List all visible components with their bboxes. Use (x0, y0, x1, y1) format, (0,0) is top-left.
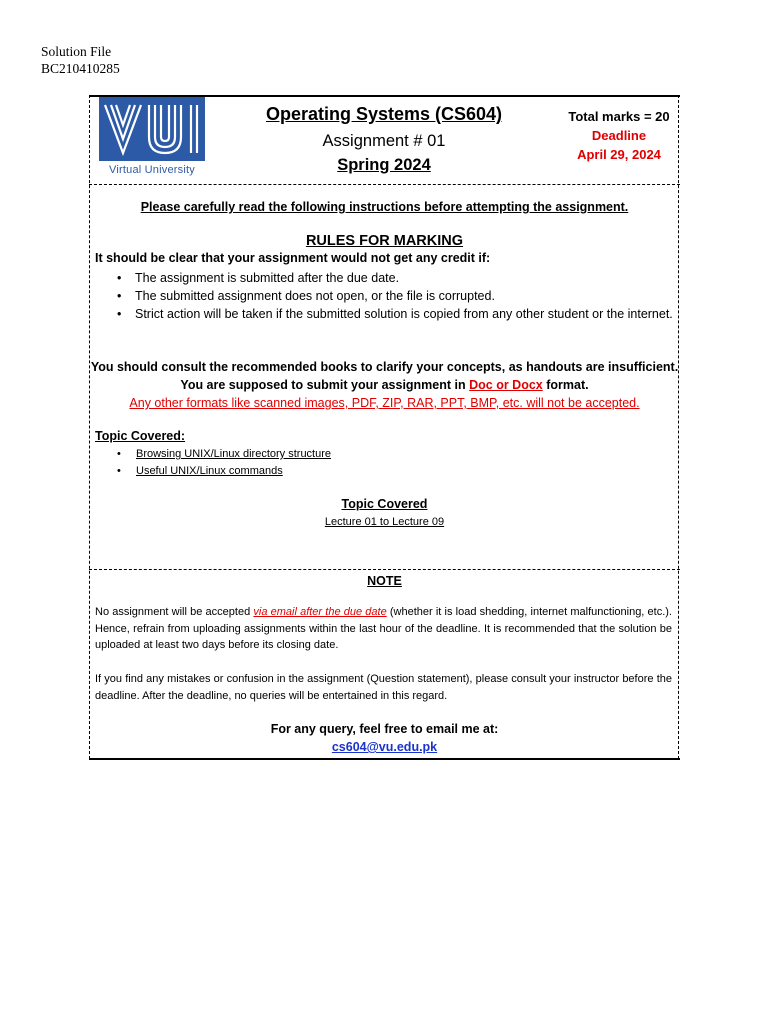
sheet-bottom-border (89, 758, 680, 760)
topics-heading: Topic Covered: (95, 429, 186, 443)
note-divider (89, 569, 680, 570)
topic-text: Useful UNIX/Linux commands (136, 465, 283, 477)
rules-heading: RULES FOR MARKING (305, 233, 464, 249)
assignment-sheet (89, 95, 680, 759)
note-paragraph-1 (95, 604, 672, 654)
bullet-icon: • (117, 289, 122, 303)
submit-format: Doc or Docx (469, 378, 543, 392)
email-link[interactable]: cs604@vu.edu.pk (331, 740, 438, 754)
list-item (95, 287, 673, 305)
vu-logo-mark (99, 97, 205, 161)
vu-logo-icon (99, 97, 205, 161)
vu-logo-caption: Virtual University (109, 164, 195, 176)
assignment-number: Assignment # 01 (322, 132, 446, 150)
note-paragraph-2: If you find any mistakes or confusion in the assignment (Question statement), please consult your instructor before the deadline. After the deadline, no queries will be entertained in this regard. (95, 673, 672, 702)
bullet-icon: • (117, 307, 122, 321)
consult-notice: You should consult the recommended books to clarify your concepts, as handouts are insufficient. (90, 360, 679, 374)
vu-logo (97, 97, 207, 177)
topic-text: Browsing UNIX/Linux directory structure (136, 448, 332, 460)
rule-text: The submitted assignment does not open, or the file is corrupted. (135, 289, 495, 303)
deadline-label: Deadline (591, 128, 647, 143)
topics-heading-2: Topic Covered (341, 497, 428, 511)
submit-format-notice (89, 378, 680, 392)
bullet-icon: • (117, 448, 121, 460)
course-title: Operating Systems (CS604) (265, 104, 503, 124)
bullet-icon: • (117, 465, 121, 477)
student-id: BC210410285 (41, 61, 120, 76)
list-item (95, 269, 673, 287)
rule-text: Strict action will be taken if the submitted solution is copied from any other student or the internet. (135, 307, 673, 321)
solution-file-note (41, 43, 120, 77)
sheet-right-border (678, 95, 679, 759)
lecture-range: Lecture 01 to Lecture 09 (324, 516, 445, 528)
note-p1-suffix: (whether it is load shedding, internet malfunctioning, etc.). Hence, refrain from uploading assignments within the last hour of the deadline. It is recommended that the solution be uploaded at least two days before its closing date. (95, 606, 672, 651)
formats-warning: Any other formats like scanned images, PDF, ZIP, RAR, PPT, BMP, etc. will not be accepted. (129, 396, 640, 410)
bullet-icon: • (117, 271, 122, 285)
list-item (95, 446, 331, 463)
solution-file-label: Solution File (41, 44, 112, 59)
total-marks: Total marks = 20 (568, 109, 670, 124)
sheet-left-border (89, 95, 90, 759)
rules-list (95, 269, 673, 323)
query-text: For any query, feel free to email me at: (270, 722, 499, 736)
list-item (95, 305, 673, 323)
note-p1-prefix: No assignment will be accepted (95, 606, 254, 618)
rules-intro: It should be clear that your assignment would not get any credit if: (95, 251, 491, 265)
deadline-date: April 29, 2024 (577, 147, 661, 162)
note-heading: NOTE (367, 574, 402, 588)
note-p1-highlight: via email after the due date (253, 606, 387, 618)
submit-suffix: format. (542, 378, 589, 392)
submit-prefix: You are supposed to submit your assignment in (180, 378, 470, 392)
semester: Spring 2024 (337, 156, 431, 174)
instructions-heading: Please carefully read the following instructions before attempting the assignment. (140, 200, 629, 214)
rule-text: The assignment is submitted after the due date. (135, 271, 400, 285)
topics-list (95, 446, 331, 480)
header-divider (89, 184, 680, 185)
list-item (95, 463, 331, 480)
